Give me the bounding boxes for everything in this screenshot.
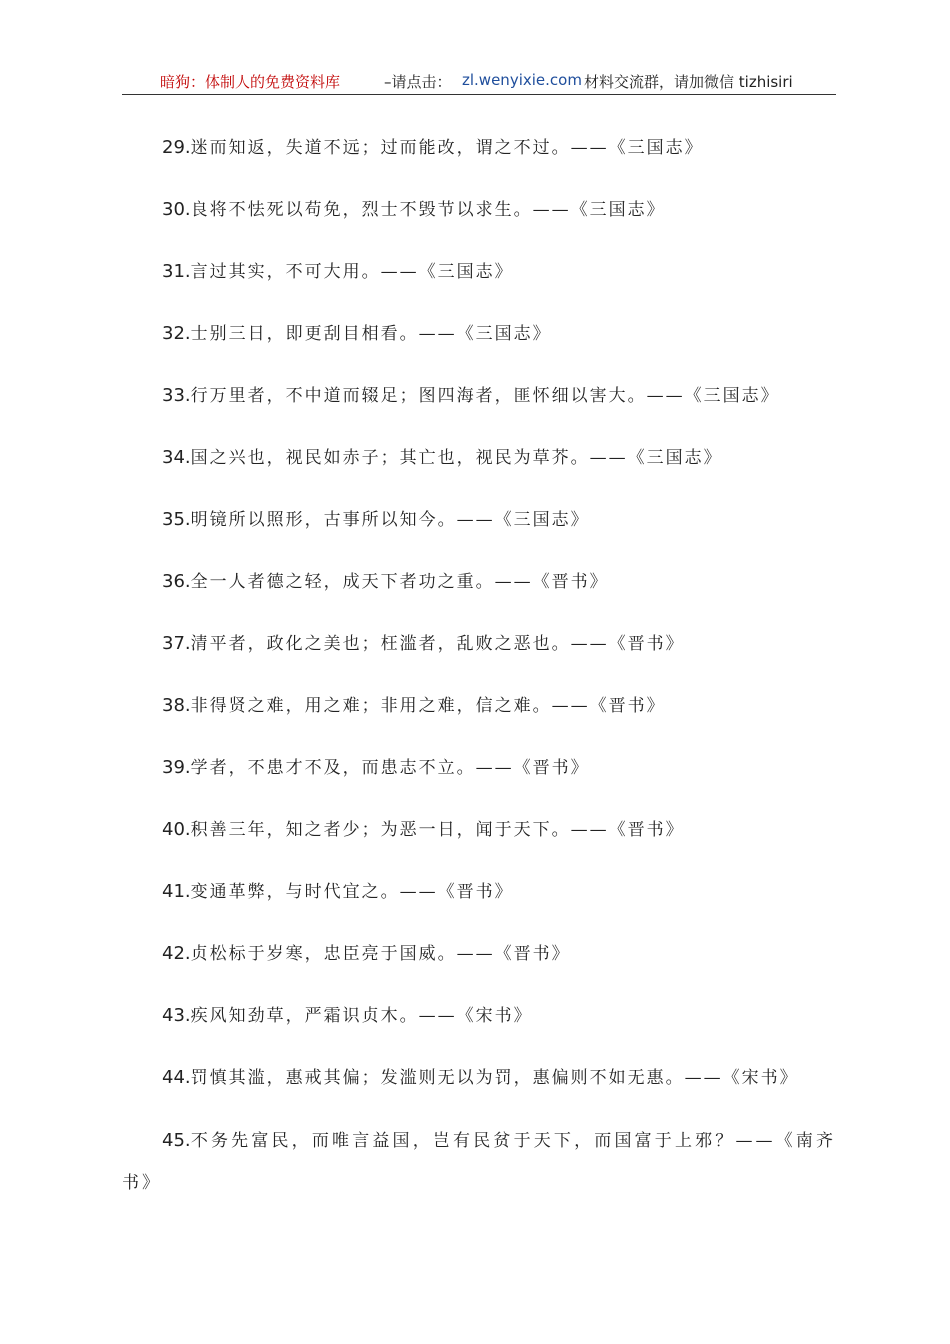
quote-text: 明镜所以照形，古事所以知今。——《三国志》 — [190, 510, 590, 530]
quote-text: 学者，不患才不及，而患志不立。——《晋书》 — [190, 758, 590, 778]
quote-39 — [122, 748, 876, 788]
quote-text: 清平者，政化之美也；枉滥者，乱败之恶也。——《晋书》 — [190, 634, 685, 654]
quote-text: 贞松标于岁寒，忠臣亮于国威。——《晋书》 — [190, 944, 571, 964]
quote-number: 42. — [162, 943, 191, 964]
quote-31 — [122, 252, 876, 292]
quote-text: 国之兴也，视民如赤子；其亡也，视民为草芥。——《三国志》 — [190, 448, 723, 468]
quote-text: 罚慎其滥，惠戒其偏；发滥则无以为罚，惠偏则不如无惠。——《宋书》 — [190, 1068, 799, 1088]
page-header — [122, 68, 836, 95]
quote-number: 40. — [162, 819, 191, 840]
quote-29 — [122, 128, 876, 168]
quote-number: 31. — [162, 261, 191, 282]
quote-number: 37. — [162, 633, 191, 654]
quote-37 — [122, 624, 876, 664]
quote-number: 32. — [162, 323, 191, 344]
quote-number: 30. — [162, 199, 191, 220]
quote-text: 言过其实，不可大用。——《三国志》 — [190, 262, 514, 282]
quote-38 — [122, 686, 876, 726]
quote-number: 39. — [162, 757, 191, 778]
quote-35 — [122, 500, 876, 540]
quote-text: 士别三日，即更刮目相看。——《三国志》 — [190, 324, 552, 344]
quote-43 — [122, 996, 876, 1036]
header-promo: 暗狗：体制人的免费资料库 — [160, 73, 341, 91]
quote-text: 迷而知返，失道不远；过而能改，谓之不过。——《三国志》 — [190, 138, 704, 158]
header-group-info: 材料交流群，请加微信 tizhisiri — [584, 73, 793, 91]
header-url-link[interactable]: zl.wenyixie.com — [462, 71, 582, 89]
quote-34 — [122, 438, 876, 478]
quote-number: 33. — [162, 385, 191, 406]
quote-33 — [122, 376, 876, 416]
quote-45 — [122, 1120, 836, 1204]
quote-text: 不务先富民，而唯言益国，岂有民贫于天下，而国富于上邪？——《南齐书》 — [122, 1131, 836, 1193]
quote-number: 29. — [162, 137, 191, 158]
header-click-label: –请点击： — [384, 73, 452, 91]
quote-text: 疾风知劲草，严霜识贞木。——《宋书》 — [190, 1006, 533, 1026]
quote-44 — [122, 1058, 876, 1098]
quote-36 — [122, 562, 876, 602]
quote-number: 41. — [162, 881, 191, 902]
quote-text: 非得贤之难，用之难；非用之难，信之难。——《晋书》 — [190, 696, 666, 716]
quote-text: 积善三年，知之者少；为恶一日，闻于天下。——《晋书》 — [190, 820, 685, 840]
quote-30 — [122, 190, 876, 230]
quote-text: 良将不怯死以苟免，烈士不毁节以求生。——《三国志》 — [190, 200, 666, 220]
quote-text: 行万里者，不中道而辍足；图四海者，匪怀细以害大。——《三国志》 — [190, 386, 780, 406]
quote-32 — [122, 314, 876, 354]
quote-42 — [122, 934, 876, 974]
quote-text: 变通革弊，与时代宜之。——《晋书》 — [190, 882, 514, 902]
quote-number: 45. — [162, 1130, 191, 1151]
quote-number: 34. — [162, 447, 191, 468]
quote-number: 35. — [162, 509, 191, 530]
quote-text: 全一人者德之轻，成天下者功之重。——《晋书》 — [190, 572, 609, 592]
quote-number: 36. — [162, 571, 191, 592]
quote-number: 38. — [162, 695, 191, 716]
quote-number: 44. — [162, 1067, 191, 1088]
quote-41 — [122, 872, 876, 912]
quote-40 — [122, 810, 876, 850]
quote-number: 43. — [162, 1005, 191, 1026]
